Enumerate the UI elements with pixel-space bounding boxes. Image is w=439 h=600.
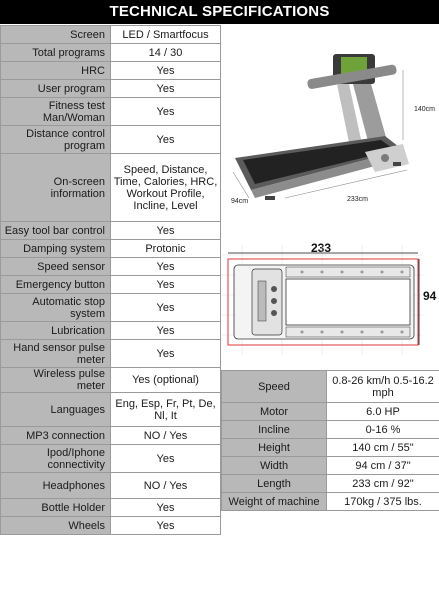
dimension-value: 233 cm / 92" — [327, 475, 439, 493]
spec-value: Yes — [111, 258, 221, 276]
height-dim-label: 140cm — [414, 106, 436, 113]
dimension-label: Length — [222, 475, 327, 493]
spec-label: Automatic stop system — [1, 294, 111, 322]
top-length-label: 233 — [311, 241, 332, 255]
spec-row — [1, 499, 221, 517]
spec-value: Yes (optional) — [111, 368, 221, 393]
dimension-row — [222, 421, 439, 439]
spec-value: Speed, Distance, Time, Calories, HRC, Workout Profile, Incline, Level — [111, 154, 221, 222]
spec-value: 14 / 30 — [111, 44, 221, 62]
dimension-label: Height — [222, 439, 327, 457]
spec-value: NO / Yes — [111, 427, 221, 445]
spec-label: Wheels — [1, 517, 111, 535]
length-dim-label: 233cm — [347, 196, 369, 203]
spec-value: LED / Smartfocus — [111, 26, 221, 44]
spec-row — [1, 340, 221, 368]
dimension-label: Weight of machine — [222, 493, 327, 511]
spec-label: Headphones — [1, 473, 111, 499]
spec-value: Yes — [111, 294, 221, 322]
spec-value: Eng, Esp, Fr, Pt, De, Nl, It — [111, 393, 221, 427]
spec-value: Yes — [111, 62, 221, 80]
dimension-label: Incline — [222, 421, 327, 439]
dimension-row — [222, 371, 439, 403]
spec-label: Ipod/Iphone connectivity — [1, 445, 111, 473]
dimension-value: 140 cm / 55" — [327, 439, 439, 457]
spec-label: Speed sensor — [1, 258, 111, 276]
left-spec-table — [0, 25, 221, 535]
spec-row — [1, 80, 221, 98]
dimension-value: 0.8-26 km/h 0.5-16.2 mph — [327, 371, 439, 403]
spec-value: Yes — [111, 276, 221, 294]
spec-value: Yes — [111, 517, 221, 535]
spec-row — [1, 126, 221, 154]
spec-value: Protonic — [111, 240, 221, 258]
spec-label: Wireless pulse meter — [1, 368, 111, 393]
dimension-row — [222, 493, 439, 511]
spec-label: Fitness test Man/Woman — [1, 98, 111, 126]
right-spec-table — [221, 370, 439, 511]
spec-row — [1, 154, 221, 222]
width-dim-label: 94cm — [231, 198, 249, 205]
spec-row — [1, 222, 221, 240]
spec-row — [1, 322, 221, 340]
spec-value: Yes — [111, 222, 221, 240]
spec-value: Yes — [111, 499, 221, 517]
spec-label: Hand sensor pulse meter — [1, 340, 111, 368]
spec-row — [1, 445, 221, 473]
spec-row — [1, 62, 221, 80]
dimension-value: 170kg / 375 lbs. — [327, 493, 439, 511]
spec-value: NO / Yes — [111, 473, 221, 499]
spec-row — [1, 368, 221, 393]
dimension-label: Width — [222, 457, 327, 475]
dimension-row — [222, 403, 439, 421]
spec-row — [1, 240, 221, 258]
spec-value: Yes — [111, 340, 221, 368]
spec-value: Yes — [111, 445, 221, 473]
spec-row — [1, 517, 221, 535]
spec-value: Yes — [111, 322, 221, 340]
treadmill-top-image — [222, 245, 422, 355]
top-width-label: 94 — [423, 289, 437, 303]
spec-value: Yes — [111, 98, 221, 126]
spec-label: HRC — [1, 62, 111, 80]
spec-value: Yes — [111, 80, 221, 98]
dimension-label: Motor — [222, 403, 327, 421]
spec-label: Easy tool bar control — [1, 222, 111, 240]
dimension-value: 0-16 % — [327, 421, 439, 439]
spec-row — [1, 26, 221, 44]
spec-row — [1, 44, 221, 62]
spec-label: Screen — [1, 26, 111, 44]
spec-label: MP3 connection — [1, 427, 111, 445]
spec-row — [1, 473, 221, 499]
page-title: TECHNICAL SPECIFICATIONS — [0, 0, 439, 24]
dimension-row — [222, 457, 439, 475]
spec-label: Damping system — [1, 240, 111, 258]
spec-label: On-screen information — [1, 154, 111, 222]
spec-row — [1, 276, 221, 294]
spec-label: Distance control program — [1, 126, 111, 154]
spec-label: Total programs — [1, 44, 111, 62]
spec-row — [1, 427, 221, 445]
dimension-label: Speed — [222, 371, 327, 403]
spec-row — [1, 258, 221, 276]
spec-label: Lubrication — [1, 322, 111, 340]
spec-label: Bottle Holder — [1, 499, 111, 517]
spec-row — [1, 393, 221, 427]
spec-label: Emergency button — [1, 276, 111, 294]
spec-row — [1, 98, 221, 126]
dimension-row — [222, 439, 439, 457]
dimension-value: 6.0 HP — [327, 403, 439, 421]
treadmill-side-image — [225, 40, 415, 210]
spec-row — [1, 294, 221, 322]
spec-label: User program — [1, 80, 111, 98]
spec-value: Yes — [111, 126, 221, 154]
dimension-row — [222, 475, 439, 493]
spec-label: Languages — [1, 393, 111, 427]
dimension-value: 94 cm / 37" — [327, 457, 439, 475]
